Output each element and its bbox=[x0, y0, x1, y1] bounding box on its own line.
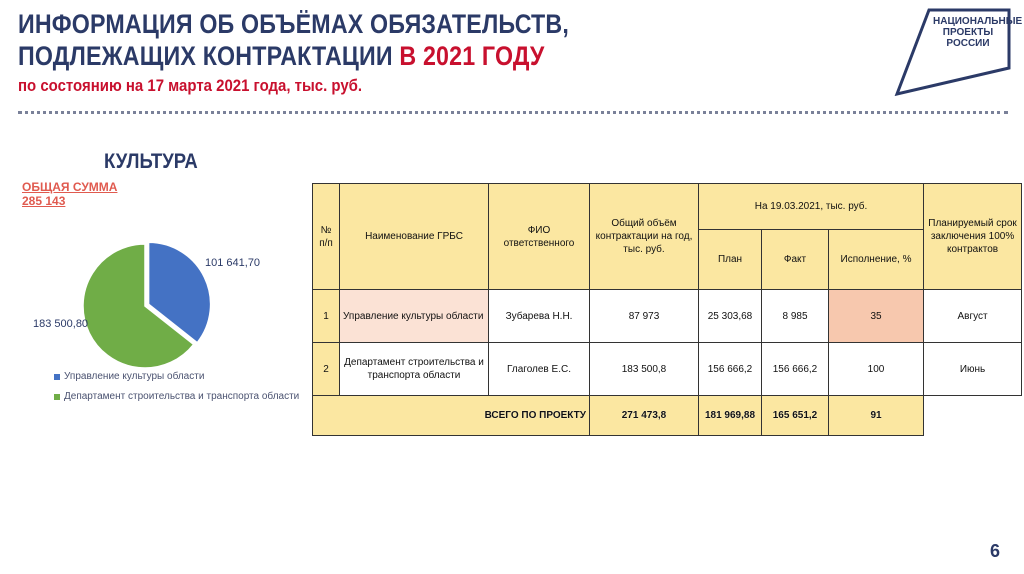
legend-swatch-1 bbox=[54, 374, 60, 380]
table-row bbox=[313, 343, 1022, 396]
page-title-line-1: ИНФОРМАЦИЯ ОБ ОБЪЁМАХ ОБЯЗАТЕЛЬСТВ, bbox=[18, 9, 569, 39]
page-title-line-2-main: ПОДЛЕЖАЩИХ КОНТРАКТАЦИИ bbox=[18, 41, 393, 71]
header-as-of: На 19.03.2021, тыс. руб. bbox=[699, 184, 924, 230]
national-projects-logo bbox=[893, 6, 1023, 96]
row-num: 2 bbox=[313, 343, 340, 396]
total-row-fact: 165 651,2 bbox=[762, 396, 829, 436]
row-grbs: Департамент строительства и транспорта области bbox=[340, 343, 489, 396]
legend-item-1 bbox=[54, 371, 204, 382]
page-title-line-2 bbox=[18, 40, 758, 72]
pie-label-slice-1: 101 641,70 bbox=[205, 257, 261, 269]
page-subtitle: по состоянию на 17 марта 2021 года, тыс. руб. bbox=[18, 76, 363, 95]
title-block bbox=[18, 8, 878, 97]
row-plan: 25 303,68 bbox=[699, 290, 762, 343]
page-number: 6 bbox=[990, 541, 1001, 561]
header-plan: План bbox=[699, 230, 762, 290]
page-title-accent: В 2021 ГОДУ bbox=[399, 41, 545, 71]
section-title: КУЛЬТУРА bbox=[104, 150, 198, 173]
header-exec: Исполнение, % bbox=[829, 230, 924, 290]
contracts-table bbox=[312, 183, 1022, 436]
legend-swatch-2 bbox=[54, 394, 60, 400]
header-fact: Факт bbox=[762, 230, 829, 290]
row-term: Август bbox=[924, 290, 1022, 343]
header-term: Планируемый срок заключения 100% контрактов bbox=[924, 184, 1022, 290]
row-plan: 156 666,2 bbox=[699, 343, 762, 396]
legend-item-2 bbox=[54, 391, 299, 402]
logo-line-2: ПРОЕКТЫ bbox=[942, 27, 994, 38]
header-grbs: Наименование ГРБС bbox=[340, 184, 489, 290]
total-row bbox=[313, 396, 1022, 436]
total-row-empty bbox=[924, 396, 1022, 436]
row-fact: 156 666,2 bbox=[762, 343, 829, 396]
total-row-exec: 91 bbox=[829, 396, 924, 436]
table-row bbox=[313, 290, 1022, 343]
legend-label-2: Департамент строительства и транспорта области bbox=[64, 391, 300, 402]
total-row-label: ВСЕГО ПО ПРОЕКТУ bbox=[313, 396, 590, 436]
row-fio: Зубарева Н.Н. bbox=[489, 290, 590, 343]
pie-label-slice-2: 183 500,80 bbox=[33, 318, 89, 330]
row-num: 1 bbox=[313, 290, 340, 343]
logo-text bbox=[933, 16, 1023, 49]
header-fio: ФИО ответственного bbox=[489, 184, 590, 290]
header-num: № п/п bbox=[313, 184, 340, 290]
total-row-plan: 181 969,88 bbox=[699, 396, 762, 436]
row-exec: 100 bbox=[829, 343, 924, 396]
logo-line-1: НАЦИОНАЛЬНЫЕ bbox=[933, 16, 1023, 27]
row-exec: 35 bbox=[829, 290, 924, 343]
row-fact: 8 985 bbox=[762, 290, 829, 343]
row-total: 183 500,8 bbox=[590, 343, 699, 396]
total-sum-label: ОБЩАЯ СУММА bbox=[22, 180, 118, 194]
row-fio: Глаголев Е.С. bbox=[489, 343, 590, 396]
header-divider bbox=[18, 111, 1008, 114]
row-term: Июнь bbox=[924, 343, 1022, 396]
legend-label-1: Управление культуры области bbox=[64, 371, 205, 382]
row-total: 87 973 bbox=[590, 290, 699, 343]
total-row-total: 271 473,8 bbox=[590, 396, 699, 436]
row-grbs: Управление культуры области bbox=[340, 290, 489, 343]
total-sum-block bbox=[22, 180, 117, 208]
header-total: Общий объём контрактации на год, тыс. руб. bbox=[590, 184, 699, 290]
total-sum-value: 285 143 bbox=[22, 194, 66, 208]
logo-line-3: РОССИИ bbox=[946, 38, 990, 49]
